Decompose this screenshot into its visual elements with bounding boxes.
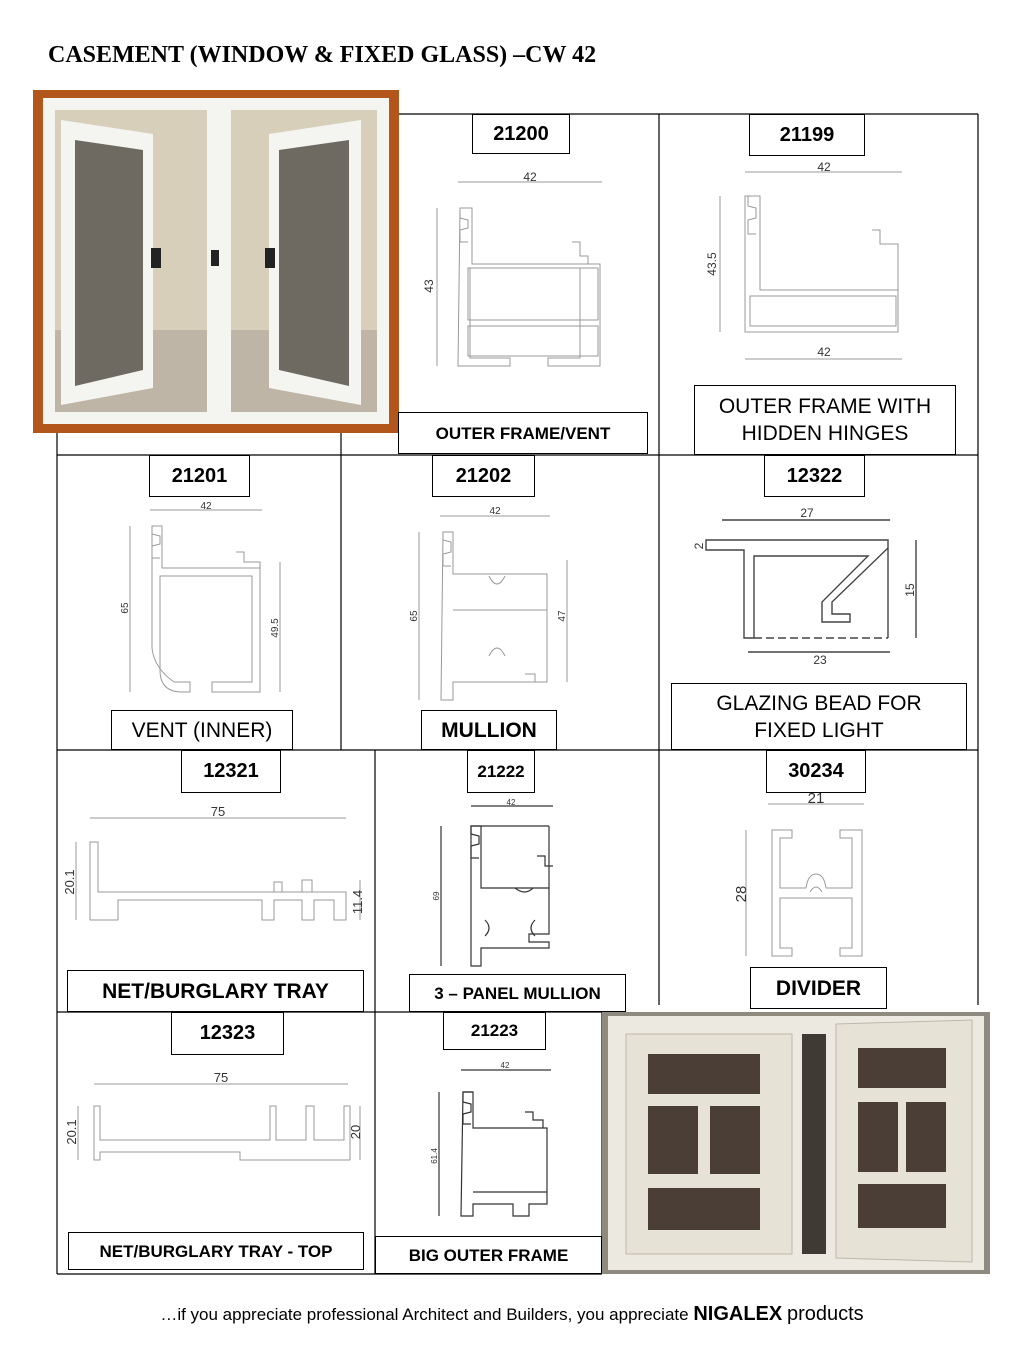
dimension-21202-width: 42: [489, 506, 501, 517]
label-21223: BIG OUTER FRAME: [375, 1236, 602, 1274]
dimension-21222-width: 42: [506, 798, 516, 807]
dimension-21222-height: 69: [432, 891, 441, 901]
dimension-21199-height: 43.5: [705, 252, 719, 276]
dimension-21199-top: 42: [817, 160, 831, 174]
code-box-12323: 12323: [171, 1012, 284, 1055]
brand-name: NIGALEX: [693, 1303, 783, 1325]
code-box-21222: 21222: [467, 750, 535, 793]
code-box-21200: 21200: [472, 114, 570, 154]
label-21202: MULLION: [421, 710, 557, 750]
dimension-12322-lip: 2: [692, 542, 706, 550]
fixed-glass-window-photo: [602, 1012, 990, 1274]
page-title: CASEMENT (WINDOW & FIXED GLASS) –CW 42: [48, 42, 597, 68]
profile-drawing-21201: [112, 498, 302, 698]
dimension-21223-width: 42: [500, 1061, 510, 1070]
dimension-21200-height: 43: [422, 279, 436, 293]
dimension-21223-height: 61.4: [430, 1148, 439, 1164]
profile-drawing-12323: [64, 1066, 374, 1176]
code-box-21223: 21223: [443, 1012, 546, 1050]
label-12322: GLAZING BEAD FOR FIXED LIGHT: [671, 683, 967, 750]
dimension-21202-inner-height: 47: [557, 610, 568, 622]
dimension-21201-inner-height: 49.5: [270, 618, 281, 638]
dimension-21199-bottom: 42: [817, 345, 831, 359]
dimension-21201-width: 42: [200, 501, 212, 512]
dimension-21202-height: 65: [409, 610, 420, 622]
dimension-30234-width: 21: [807, 790, 825, 807]
profile-drawing-12322: [692, 502, 932, 670]
profile-drawing-12321: [62, 800, 372, 930]
profile-drawing-21222: [425, 796, 565, 971]
footer-lead-text: …if you appreciate professional Architect and Builders, you appreciate: [160, 1305, 689, 1324]
casement-window-photo: [33, 90, 399, 433]
label-21199: OUTER FRAME WITH HIDDEN HINGES: [694, 385, 956, 455]
dimension-21201-height: 65: [120, 602, 131, 614]
footer-tagline: [0, 1303, 1024, 1326]
profile-drawing-30234: [728, 790, 878, 965]
footer-tail-text: products: [786, 1303, 864, 1325]
dimension-12322-width: 27: [800, 506, 814, 520]
code-box-21201: 21201: [149, 455, 250, 497]
dimension-12321-width: 75: [210, 804, 226, 819]
dimension-12322-base: 23: [813, 653, 827, 667]
label-12323: NET/BURGLARY TRAY - TOP: [68, 1232, 364, 1270]
code-box-30234: 30234: [766, 750, 866, 793]
label-21200: OUTER FRAME/VENT: [398, 412, 648, 454]
label-21222: 3 – PANEL MULLION: [409, 974, 626, 1012]
dimension-12323-height: 20.1: [64, 1119, 79, 1145]
dimension-12321-lip: 11.4: [350, 889, 365, 915]
dimension-12323-lip: 20: [348, 1124, 363, 1140]
code-box-12322: 12322: [764, 455, 865, 497]
dimension-12322-height: 15: [903, 583, 917, 597]
code-box-21199: 21199: [749, 114, 865, 156]
label-21201: VENT (INNER): [111, 710, 293, 750]
code-box-12321: 12321: [181, 750, 281, 793]
dimension-12321-height: 20.1: [62, 869, 77, 895]
profile-drawing-21223: [415, 1056, 565, 1224]
profile-drawing-21200: [420, 168, 610, 368]
dimension-12323-width: 75: [213, 1070, 229, 1085]
profile-drawing-21199: [700, 160, 920, 365]
dimension-21200-width: 42: [523, 170, 537, 184]
code-box-21202: 21202: [432, 455, 535, 497]
profile-drawing-21202: [405, 500, 580, 705]
label-30234: DIVIDER: [750, 967, 887, 1009]
label-12321: NET/BURGLARY TRAY: [67, 970, 364, 1012]
dimension-30234-height: 28: [733, 885, 750, 903]
